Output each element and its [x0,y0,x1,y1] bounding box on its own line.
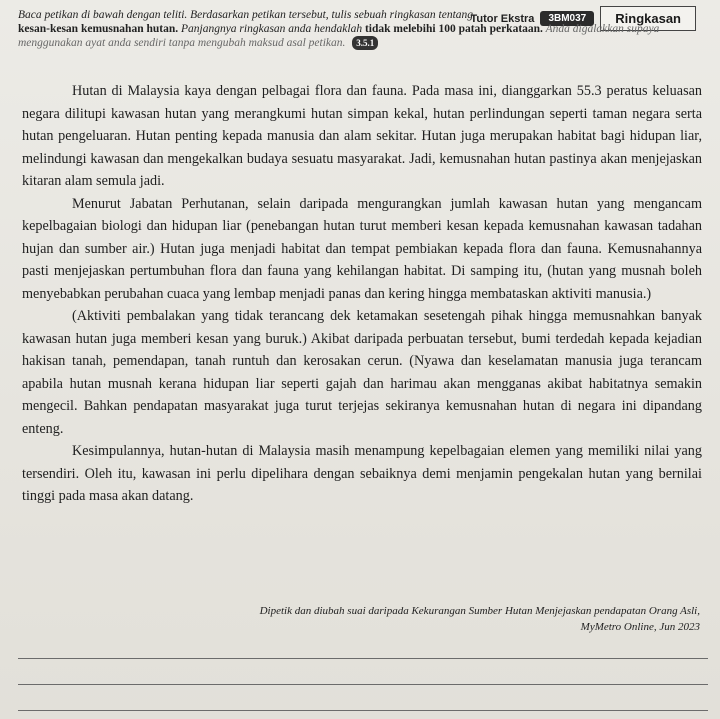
answer-line-1 [18,658,708,659]
answer-line-2 [18,684,708,685]
section-tag: Ringkasan [600,6,696,31]
source-line-1: Dipetik dan diubah suai daripada Kekurangan Sumber Hutan Menjejaskan pendapatan Orang Asli, [259,605,700,617]
instruction-rule-bold: tidak melebihi 100 patah perkataan. [364,23,543,35]
instruction-rule: Panjangnya ringkasan anda hendaklah [180,23,363,35]
answer-line-3 [18,710,708,711]
paragraph-4: Kesimpulannya, hutan-hutan di Malaysia masih menampung kepelbagaian elemen yang memiliki nilai yang tersendiri. Oleh itu, kawasan ini perlu dipelihara dengan sebaiknya demi menjamin pengekalan hutan yang bernilai tinggi pada masa akan datang. [22,443,702,504]
instruction-intro: Baca petikan di bawah dengan teliti. Berdasarkan petikan tersebut, tulis sebuah ringkasan tentang [18,9,474,21]
paragraph-3: (Aktiviti pembalakan yang tidak terancang dek ketamakan sesetengah pihak hingga memusnahkan banyak kawasan hutan juga memberi kesan yang buruk.) Akibat daripada perbuatan tersebut, bumi terdedah kepada kejadian hakisan tanah, pemendapan, tanah runtuh dan kerosakan cerun. (Nyawa dan keselamatan manusia juga terancam apabila hutan musnah kerana hidupan liar seperti gajah dan harimau akan mengganas akibat habitatnya semakin mengecil. Bahkan pendapatan masyarakat juga turut terjejas sekiranya kemusnahan hutan di negara ini dipandang enteng. [22,308,702,437]
paragraph-1: Hutan di Malaysia kaya dengan pelbagai flora dan fauna. Pada masa ini, dianggarkan 55.3 peratus keluasan negara dilitupi kawasan hutan yang merangkumi hutan simpan kekal, hutan perlindungan seperti taman negara serta hutan pengeluaran. Hutan penting kepada manusia dan alam sekitar. Hutan juga merupakan habitat bagi hidupan liar, melindungi kawasan dan mengekalkan budaya sesuatu masyarakat. Jadi, kemusnahan hutan pastinya akan menjejaskan kitaran alam semula jadi. [22,83,702,189]
code-badge: 3BM037 [540,11,594,26]
source-citation [160,603,700,635]
instruction-topic: kesan-kesan kemusnahan hutan. [18,23,179,35]
instruction-block [18,8,708,50]
reference-badge: 3.5.1 [352,36,378,50]
brand-label: Tutor Ekstra [470,12,535,25]
instruction-note: Anda digalakkan supaya menggunakan ayat anda sendiri tanpa mengubah maksud asal petikan. [18,23,660,49]
passage [22,80,702,508]
paragraph-2: Menurut Jabatan Perhutanan, selain daripada mengurangkan jumlah kawasan hutan yang mengancam kepelbagaian biologi dan hidupan liar (penebangan hutan turut memberi kesan kepada kemusnahan kawasan tadahan hujan dan sumber air.) Hutan juga menjadi habitat dan tempat pembiakan kepada flora dan fauna. Kemusnahannya pasti menjejaskan pertumbuhan flora dan fauna yang kehilangan habitat. Di samping itu, (hutan yang musnah boleh menyebabkan perubahan cuaca yang lembap menjadi panas dan kering hingga membataskan aktiviti manusia.) [22,195,702,302]
source-line-2: MyMetro Online, Jun 2023 [580,621,700,633]
